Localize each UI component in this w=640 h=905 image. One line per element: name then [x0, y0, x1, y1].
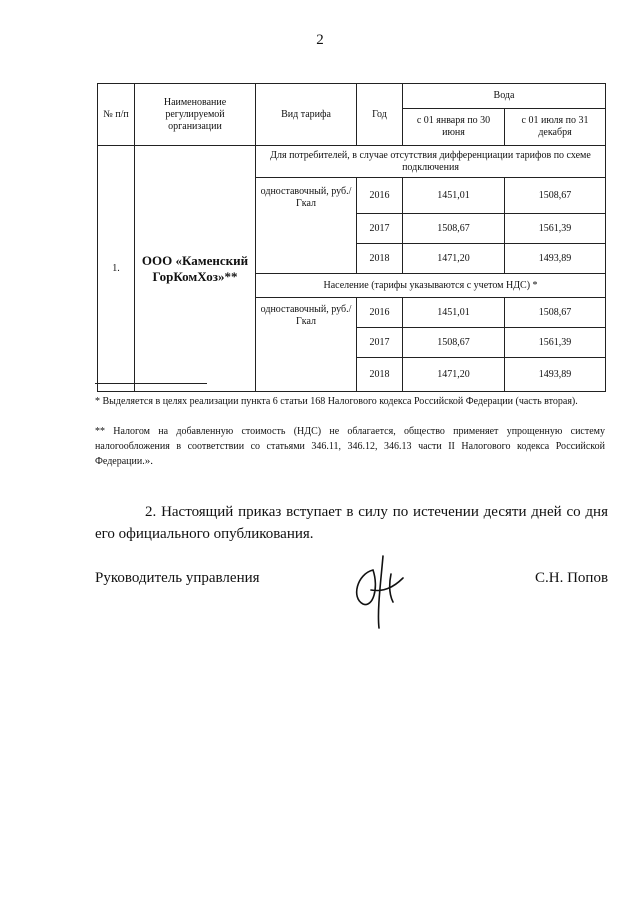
- page-number: 2: [316, 32, 324, 48]
- header-year: Год: [357, 84, 403, 146]
- value-cell: 1561,39: [505, 328, 606, 358]
- header-period-1: с 01 января по 30 июня: [403, 109, 505, 146]
- organization-name: ООО «Каменский ГорКомХоз»**: [135, 146, 256, 392]
- year-cell: 2016: [357, 178, 403, 214]
- header-num: № п/п: [98, 84, 135, 146]
- section-title: Население (тарифы указываются с учетом НДС) *: [256, 274, 606, 298]
- header-tariff-type: Вид тарифа: [256, 84, 357, 146]
- footnote-divider: [95, 383, 207, 384]
- header-org: Наименование регулируемой организации: [135, 84, 256, 146]
- year-cell: 2017: [357, 328, 403, 358]
- year-cell: 2018: [357, 358, 403, 392]
- value-cell: 1508,67: [403, 214, 505, 244]
- signature-mark: [343, 550, 413, 630]
- clause-2: 2. Настоящий приказ вступает в силу по истечении десяти дней со дня его официального опубликования.: [95, 504, 608, 542]
- footnote-2-text: ** Налогом на добавленную стоимость (НДС) не облагается, общество применяет упрощенную систему налогообложения в соответствии со статьями 346.11, 346.12, 346.13 части II Налогового кодекса Российской Федерации.: [95, 426, 605, 467]
- tariff-type-cell: одноставочный, руб./Гкал: [256, 298, 357, 392]
- value-cell: 1451,01: [403, 298, 505, 328]
- value-cell: 1471,20: [403, 244, 505, 274]
- value-cell: 1561,39: [505, 214, 606, 244]
- year-cell: 2017: [357, 214, 403, 244]
- footnote-2: [95, 424, 605, 469]
- value-cell: 1493,89: [505, 358, 606, 392]
- tariff-table: [97, 83, 606, 392]
- value-cell: 1493,89: [505, 244, 606, 274]
- value-cell: 1508,67: [505, 298, 606, 328]
- value-cell: 1471,20: [403, 358, 505, 392]
- value-cell: 1508,67: [505, 178, 606, 214]
- signer-title: Руководитель управления: [95, 570, 260, 586]
- header-period-2: с 01 июля по 31 декабря: [505, 109, 606, 146]
- value-cell: 1451,01: [403, 178, 505, 214]
- header-water: Вода: [403, 84, 606, 109]
- section-title: Для потребителей, в случае отсутствия дифференциации тарифов по схеме подключения: [256, 146, 606, 178]
- tariff-type-cell: одноставочный, руб./Гкал: [256, 178, 357, 274]
- value-cell: 1508,67: [403, 328, 505, 358]
- row-number: 1.: [98, 146, 135, 392]
- year-cell: 2018: [357, 244, 403, 274]
- signer-name: С.Н. Попов: [535, 570, 609, 586]
- footnote-1: * Выделяется в целях реализации пункта 6 статьи 168 Налогового кодекса Российской Федерации (часть вторая).: [95, 396, 578, 407]
- year-cell: 2016: [357, 298, 403, 328]
- footnote-2-end: ».: [144, 455, 153, 467]
